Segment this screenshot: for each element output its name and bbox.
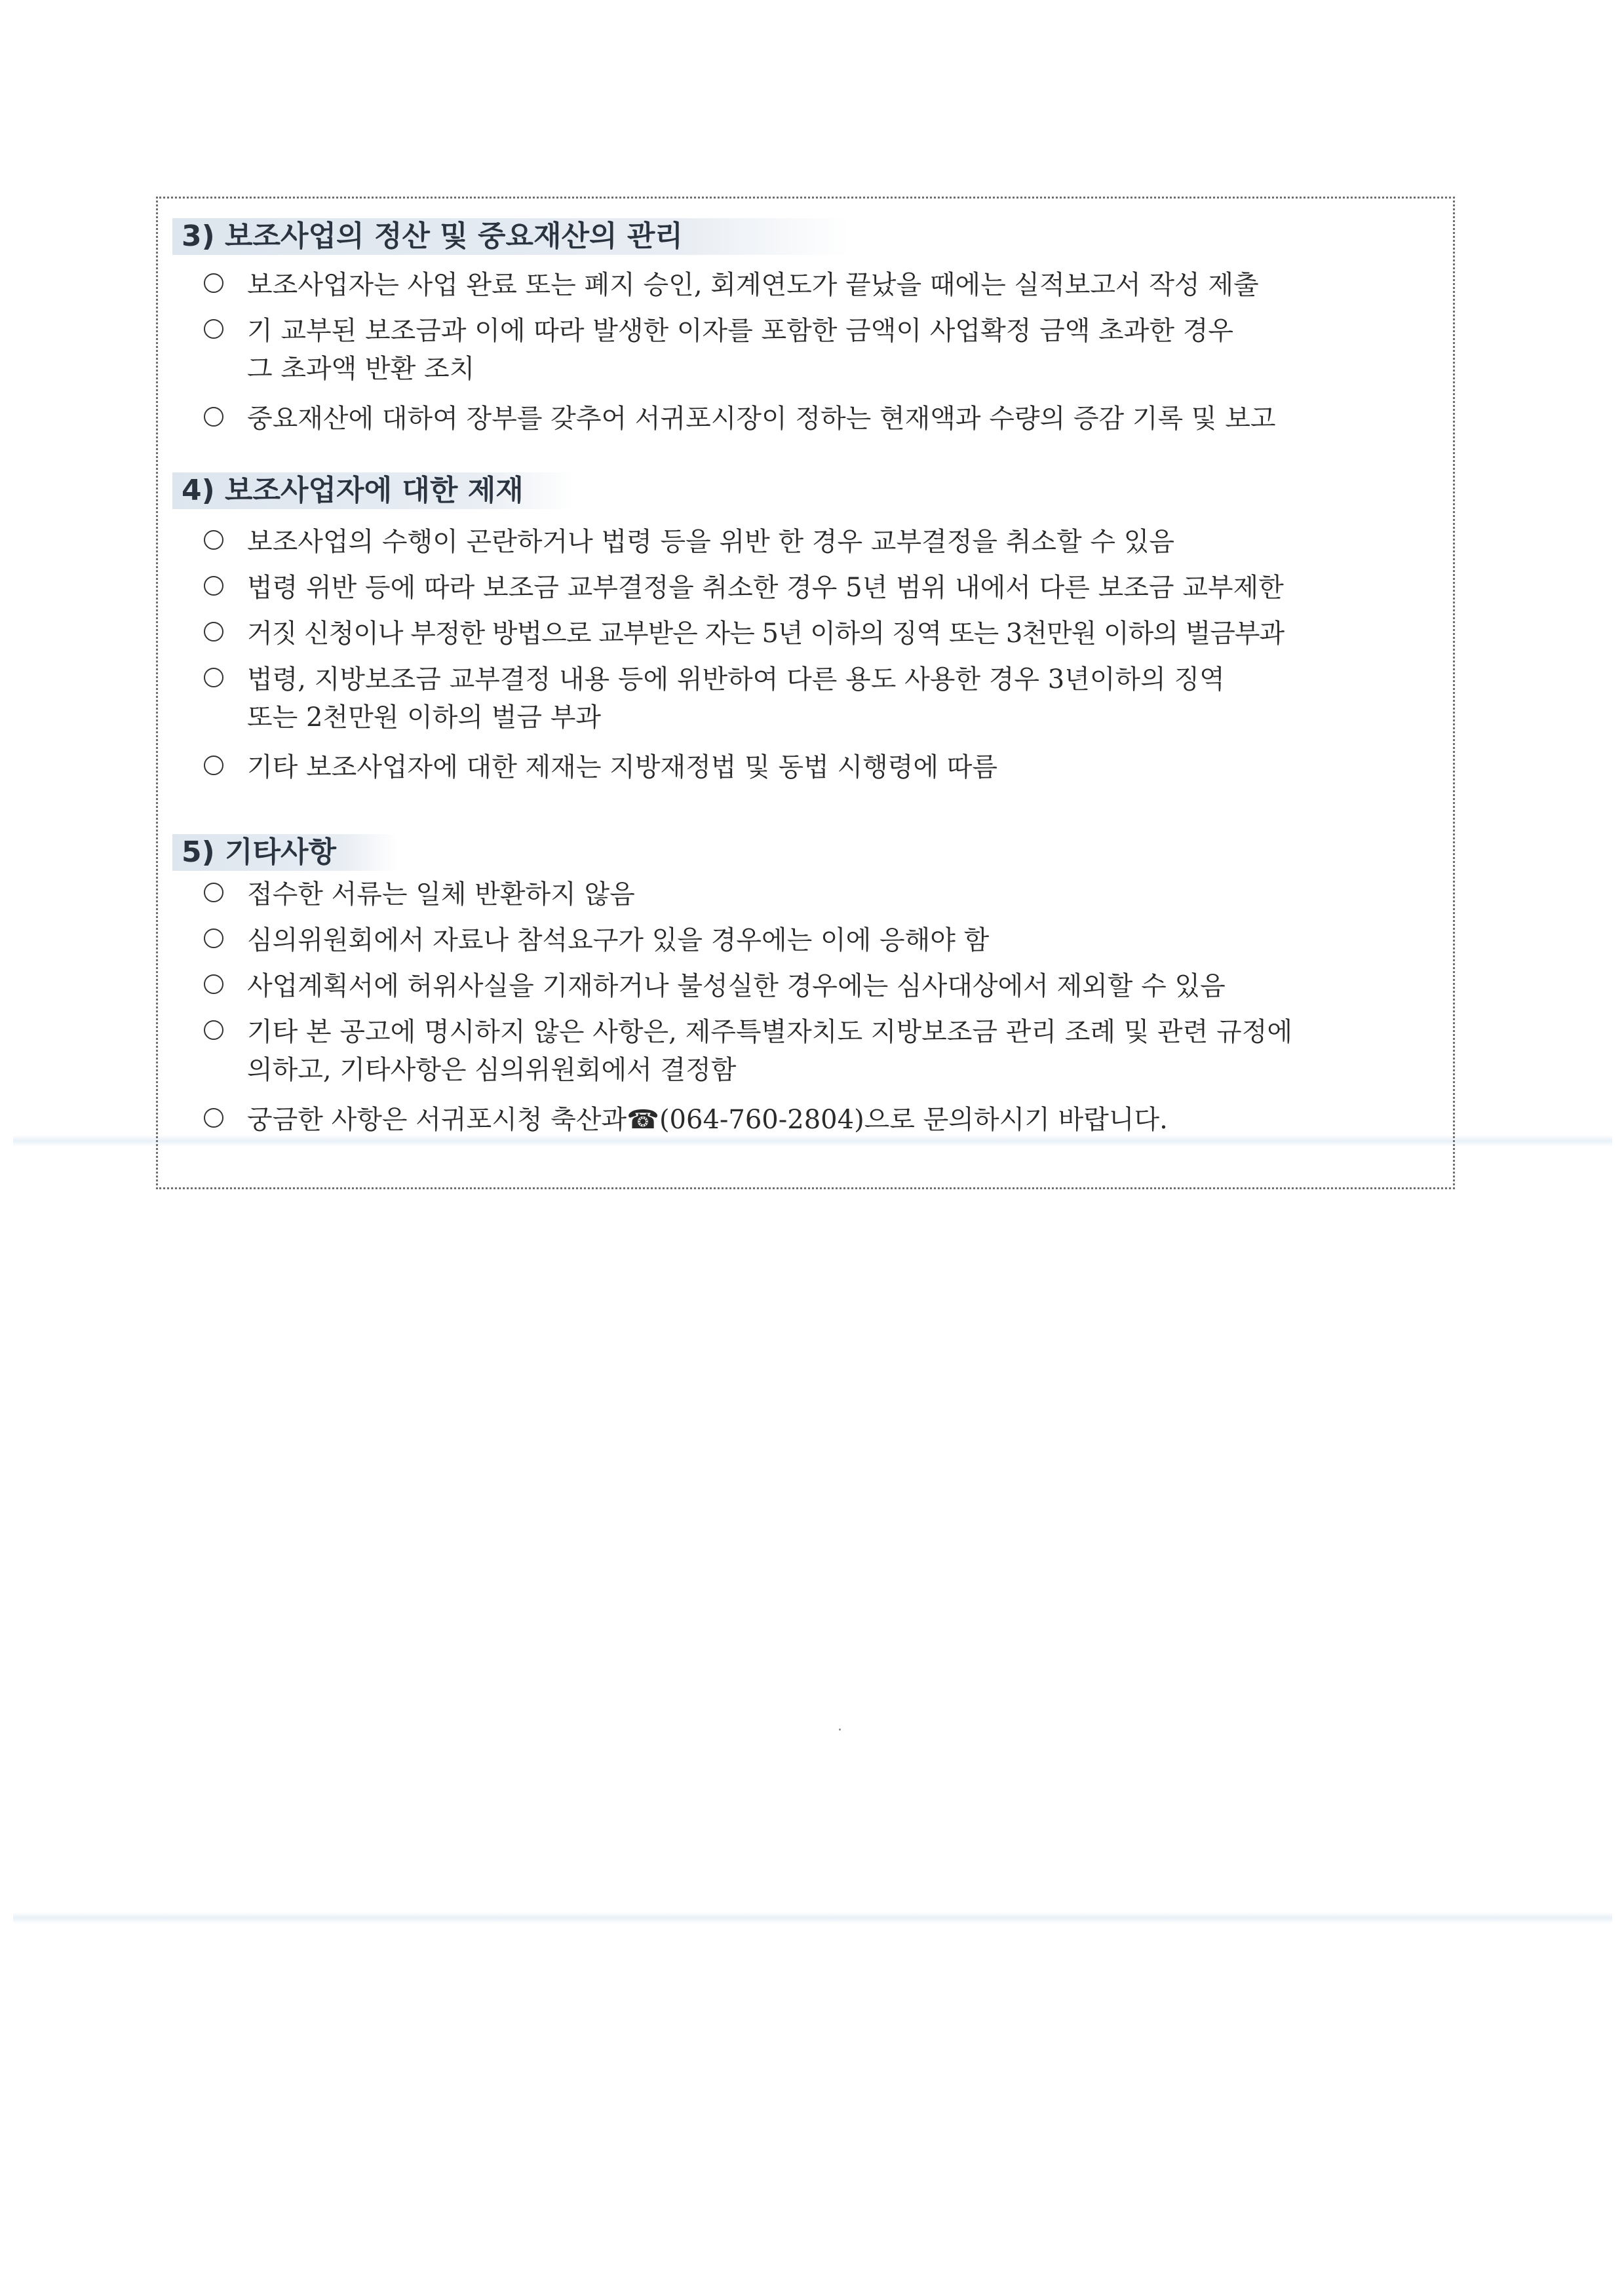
- circle-bullet-icon: [204, 530, 223, 550]
- circle-bullet-icon: [204, 883, 223, 902]
- circle-bullet-icon: [204, 319, 223, 339]
- contact-suffix: 으로 문의하시기 바랍니다.: [864, 1105, 1168, 1135]
- circle-bullet-icon: [204, 974, 223, 994]
- circle-bullet-icon: [204, 622, 223, 641]
- item-text: 법령, 지방보조금 교부결정 내용 등에 위반하여 다른 용도 사용한 경우 3년이하의 징역: [247, 664, 1225, 695]
- circle-bullet-icon: [204, 928, 223, 948]
- circle-bullet-icon: [204, 756, 223, 775]
- telephone-icon: ☎: [627, 1105, 659, 1135]
- item-text: 심의위원회에서 자료나 참석요구가 있을 경우에는 이에 응해야 함: [247, 925, 990, 955]
- item-text: 기타 보조사업자에 대한 제재는 지방재정법 및 동법 시행령에 따름: [247, 752, 997, 782]
- circle-bullet-icon: [204, 1108, 223, 1128]
- contact-text: [247, 1105, 1168, 1134]
- notice-box: [156, 197, 1455, 1189]
- item-text: 기 교부된 보조금과 이에 따라 발생한 이자를 포함한 금액이 사업확정 금액 초과한 경우: [247, 316, 1233, 346]
- item-text-continued: 의하고, 기타사항은 심의위원회에서 결정함: [247, 1055, 737, 1085]
- item-text: 보조사업의 수행이 곤란하거나 법령 등을 위반 한 경우 교부결정을 취소할 수 있음: [247, 527, 1174, 557]
- item-text-continued: 그 초과액 반환 조치: [247, 354, 475, 384]
- contact-prefix: 궁금한 사항은 서귀포시청 축산과: [247, 1105, 627, 1135]
- item-text: 기타 본 공고에 명시하지 않은 사항은, 제주특별자치도 지방보조금 관리 조례 및 관련 규정에: [247, 1017, 1292, 1047]
- item-text: 거짓 신청이나 부정한 방법으로 교부받은 자는 5년 이하의 징역 또는 3천만원 이하의 벌금부과: [247, 619, 1285, 649]
- item-text: 보조사업자는 사업 완료 또는 폐지 승인, 회계연도가 끝났을 때에는 실적보고서 작성 제출: [247, 270, 1259, 300]
- item-text: 법령 위반 등에 따라 보조금 교부결정을 취소한 경우 5년 범위 내에서 다른 보조금 교부제한: [247, 573, 1284, 603]
- circle-bullet-icon: [204, 1020, 223, 1040]
- section-heading: 3) 보조사업의 정산 및 중요재산의 관리: [172, 218, 850, 255]
- circle-bullet-icon: [204, 407, 223, 427]
- circle-bullet-icon: [204, 273, 223, 293]
- item-text: 사업계획서에 허위사실을 기재하거나 불성실한 경우에는 심사대상에서 제외할 수 있음: [247, 971, 1226, 1001]
- phone-number: (064-760-2804): [659, 1105, 864, 1135]
- item-text: 중요재산에 대하여 장부를 갖추어 서귀포시장이 정하는 현재액과 수량의 증감 기록 및 보고: [247, 404, 1276, 434]
- item-text: 접수한 서류는 일체 반환하지 않음: [247, 879, 635, 909]
- circle-bullet-icon: [204, 668, 223, 687]
- item-text-continued: 또는 2천만원 이하의 벌금 부과: [247, 702, 601, 733]
- circle-bullet-icon: [204, 576, 223, 596]
- scan-artifact-band: [13, 1912, 1612, 1924]
- scan-speck: [839, 1729, 841, 1731]
- section-heading: 5) 기타사항: [172, 834, 398, 871]
- section-heading: 4) 보조사업자에 대한 제재: [172, 472, 575, 509]
